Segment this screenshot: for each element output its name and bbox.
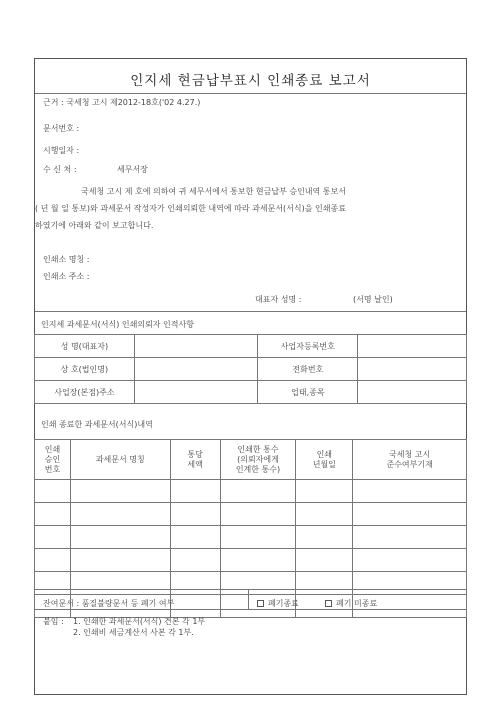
table-row	[35, 526, 467, 549]
body-line-3: 하였기에 아래와 같이 보고합니다.	[35, 221, 154, 230]
table-cell	[353, 549, 467, 572]
attachments-label: 붙임 :	[43, 617, 64, 626]
table-cell	[220, 480, 296, 503]
business-type-label: 업태,종목	[258, 381, 358, 404]
table-cell	[220, 549, 296, 572]
table-cell	[70, 572, 170, 595]
table-cell	[220, 503, 296, 526]
table-cell	[170, 572, 220, 595]
remaining-divider	[248, 589, 249, 609]
table-cell	[170, 549, 220, 572]
body-line-1: 국세청 고시 제 호에 의하여 귀 세무서에서 통보한 현금납부 승인내역 통보서	[81, 187, 346, 196]
header-print-date: 인쇄 년월일	[296, 440, 353, 480]
table-cell	[220, 526, 296, 549]
remaining-bottom-divider	[35, 609, 466, 610]
header-document-name: 과세문서 명칭	[70, 440, 170, 480]
table-row	[35, 358, 467, 381]
business-type-value	[358, 381, 467, 404]
table-cell	[296, 572, 353, 595]
printed-table-body	[35, 480, 467, 618]
title-divider	[35, 93, 466, 94]
table-cell	[220, 572, 296, 595]
table-cell	[70, 526, 170, 549]
table-cell	[296, 480, 353, 503]
phone-label: 전화번호	[258, 358, 358, 381]
table-cell	[296, 549, 353, 572]
seal-label: (서명 날인)	[353, 295, 393, 304]
body-line-2: ( 년 월 일 통보)와 과세문서 작성자가 인쇄의뢰한 내역에 따라 과세문서(서식)을 인쇄종료	[35, 204, 346, 213]
requester-table	[34, 334, 467, 404]
table-cell	[353, 526, 467, 549]
basis-text: 근거 : 국세청 고시 제2012-18호('02 4.27.)	[43, 98, 201, 107]
table-cell	[35, 549, 71, 572]
table-cell	[170, 595, 220, 618]
representative-label: 대표자 성명 :	[255, 295, 302, 304]
table-cell	[35, 526, 71, 549]
attachment-1: 1. 인쇄한 과세문서(서식) 견본 각 1부	[73, 617, 206, 626]
table-row	[35, 335, 467, 358]
report-form	[34, 58, 467, 695]
business-number-value	[358, 335, 467, 358]
checkbox-disposed[interactable]	[257, 600, 264, 607]
table-cell	[35, 503, 71, 526]
table-cell	[353, 572, 467, 595]
table-cell	[296, 503, 353, 526]
table-cell	[296, 526, 353, 549]
table-row	[35, 572, 467, 595]
table-cell	[70, 549, 170, 572]
table-row	[35, 503, 467, 526]
printer-name-label: 인쇄소 명칭 :	[43, 255, 90, 264]
attachment-2: 2. 인쇄비 세금계산서 사본 각 1부.	[73, 628, 194, 637]
table-cell	[353, 503, 467, 526]
header-compliance: 국세청 고시 준수여부기재	[353, 440, 467, 480]
company-name-label: 상 호(법인명)	[35, 358, 135, 381]
header-tax-per-copy: 통당 세액	[170, 440, 220, 480]
checkbox-not-disposed[interactable]	[325, 600, 332, 607]
remaining-top-divider	[35, 589, 466, 590]
doc-number-label: 문서번호 :	[43, 124, 80, 133]
section-divider	[35, 311, 466, 312]
printed-section-title: 인쇄 종료한 과세문서(서식)내역	[41, 420, 153, 429]
option-disposed[interactable]: 폐기종료	[257, 598, 299, 609]
requester-name-value	[134, 335, 258, 358]
address-value	[134, 381, 258, 404]
requester-name-label: 성 명(대표자)	[35, 335, 135, 358]
recipient-label: 수 신 처 :	[43, 165, 77, 174]
requester-section-title: 인지세 과세문서(서식) 인쇄의뢰자 인적사항	[41, 320, 194, 329]
phone-value	[358, 358, 467, 381]
recipient-value: 세무서장	[117, 165, 148, 174]
table-cell	[35, 480, 71, 503]
table-row	[35, 480, 467, 503]
table-cell	[170, 480, 220, 503]
printer-address-label: 인쇄소 주소 :	[43, 272, 90, 281]
table-cell	[170, 526, 220, 549]
table-cell	[170, 503, 220, 526]
address-label: 사업장(본점)주소	[35, 381, 135, 404]
printed-table	[34, 439, 467, 618]
header-approval-number: 인쇄 승인 번호	[35, 440, 71, 480]
remaining-label: 잔여문서 : 품질불량문서 등 폐기 여부	[43, 599, 175, 608]
business-number-label: 사업자등록번호	[258, 335, 358, 358]
company-name-value	[134, 358, 258, 381]
form-title: 인지세 현금납부표시 인쇄종료 보고서	[130, 73, 371, 89]
table-cell	[70, 503, 170, 526]
header-copies-printed: 인쇄한 통수 (의뢰자에게 인계한 통수)	[220, 440, 296, 480]
table-row	[35, 381, 467, 404]
table-cell	[35, 572, 71, 595]
printed-header-row	[35, 440, 467, 480]
option-not-disposed[interactable]: 폐기 미종료	[325, 598, 377, 609]
table-cell	[70, 480, 170, 503]
table-row	[35, 549, 467, 572]
enforce-date-label: 시행일자 :	[43, 146, 80, 155]
table-cell	[353, 480, 467, 503]
